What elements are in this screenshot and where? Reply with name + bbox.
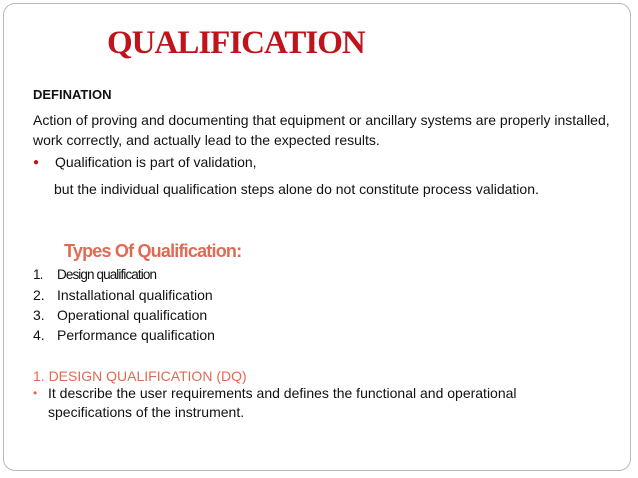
item-number: 1. <box>33 267 43 282</box>
slide-title: QUALIFICATION <box>107 25 365 61</box>
item-number: 3. <box>33 307 45 323</box>
item-label: Design qualification <box>57 267 157 282</box>
dq-text: It describe the user requirements and defines the functional and operational specifications of the instrument. <box>48 385 517 420</box>
item-number: 2. <box>33 287 45 303</box>
types-list <box>33 265 215 345</box>
dq-bullet <box>33 384 603 422</box>
types-heading: Types Of Qualification: <box>64 241 242 261</box>
types-list-item <box>33 285 215 305</box>
bullet-dot-icon: ● <box>33 157 40 168</box>
definition-text: Action of proving and documenting that equipment or ancillary systems are properly installed, work correctly, and actually lead to the expected results. <box>33 112 610 148</box>
bullet-text: Qualification is part of validation, <box>55 154 257 170</box>
item-number: 4. <box>33 327 45 343</box>
item-label: Installational qualification <box>57 287 213 303</box>
bullet-dot-icon: • <box>33 386 38 400</box>
types-list-item <box>33 265 215 285</box>
item-label: Performance qualification <box>57 327 215 343</box>
definition-heading: DEFINATION <box>33 87 112 102</box>
item-label: Operational qualification <box>57 307 208 323</box>
dq-heading: 1. DESIGN QUALIFICATION (DQ) <box>33 368 247 384</box>
bullet-continuation: but the individual qualification steps alone do not constitute process validation. <box>54 181 539 197</box>
types-list-item <box>33 305 215 325</box>
bullet-item <box>33 154 257 170</box>
types-list-item <box>33 325 215 345</box>
